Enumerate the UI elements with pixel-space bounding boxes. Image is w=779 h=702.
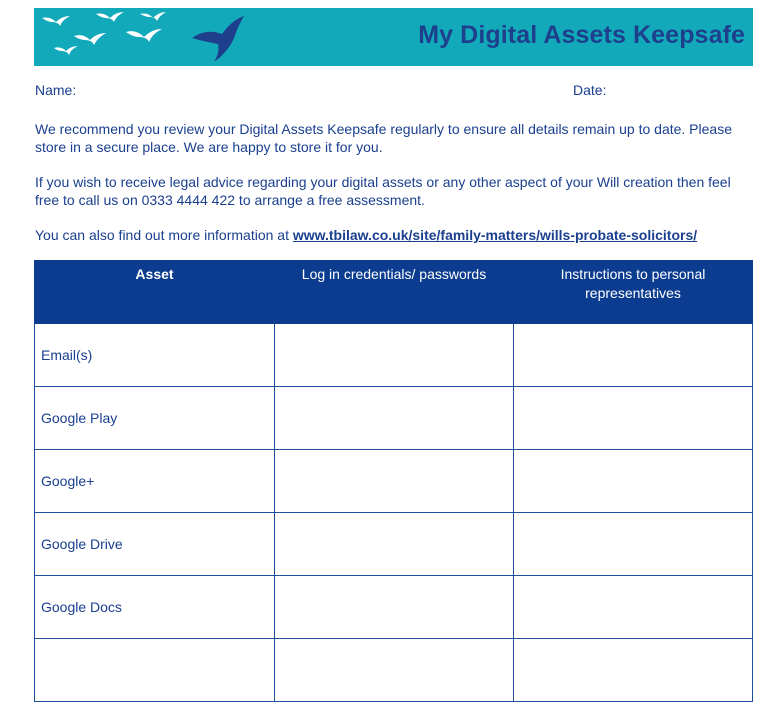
asset-cell: Google Drive — [35, 513, 275, 576]
table-row — [35, 324, 753, 387]
table-row — [35, 639, 753, 702]
credentials-cell[interactable] — [275, 387, 514, 450]
credentials-cell[interactable] — [275, 639, 514, 702]
more-info-text: You can also find out more information at — [35, 227, 293, 243]
assets-table — [34, 260, 753, 702]
instructions-cell[interactable] — [514, 387, 753, 450]
table-row — [35, 576, 753, 639]
instructions-cell[interactable] — [514, 324, 753, 387]
instructions-cell[interactable] — [514, 450, 753, 513]
table-row — [35, 387, 753, 450]
asset-column-header: Asset — [35, 261, 275, 324]
asset-cell: Google Docs — [35, 576, 275, 639]
asset-cell: Email(s) — [35, 324, 275, 387]
instructions-cell[interactable] — [514, 576, 753, 639]
header-banner — [34, 8, 753, 66]
swallow-birds-icon — [34, 8, 264, 66]
table-row — [35, 513, 753, 576]
date-label: Date: — [573, 82, 607, 98]
instructions-cell[interactable] — [514, 513, 753, 576]
asset-cell — [35, 639, 275, 702]
credentials-cell[interactable] — [275, 576, 514, 639]
legal-advice-paragraph: If you wish to receive legal advice regarding your digital assets or any other aspect of your Will creation then feel free to call us on 0333 4444 422 to arrange a free assessment. — [35, 174, 731, 208]
website-link[interactable]: www.tbilaw.co.uk/site/family-matters/wills-probate-solicitors/ — [292, 227, 698, 243]
review-paragraph: We recommend you review your Digital Assets Keepsafe regularly to ensure all details remain up to date. Please store in a secure place. We are happy to store it for you. — [35, 121, 732, 155]
instructions-cell[interactable] — [514, 639, 753, 702]
table-header-row — [35, 261, 753, 324]
credentials-cell[interactable] — [275, 513, 514, 576]
asset-cell: Google+ — [35, 450, 275, 513]
name-label: Name: — [35, 82, 77, 98]
page-title: My Digital Assets Keepsafe — [418, 21, 745, 49]
credentials-cell[interactable] — [275, 324, 514, 387]
credentials-cell[interactable] — [275, 450, 514, 513]
credentials-column-header: Log in credentials/ passwords — [275, 261, 514, 324]
more-info-paragraph — [35, 226, 755, 244]
instructions-column-header: Instructions to personal representatives — [514, 261, 753, 324]
asset-cell: Google Play — [35, 387, 275, 450]
table-row — [35, 450, 753, 513]
